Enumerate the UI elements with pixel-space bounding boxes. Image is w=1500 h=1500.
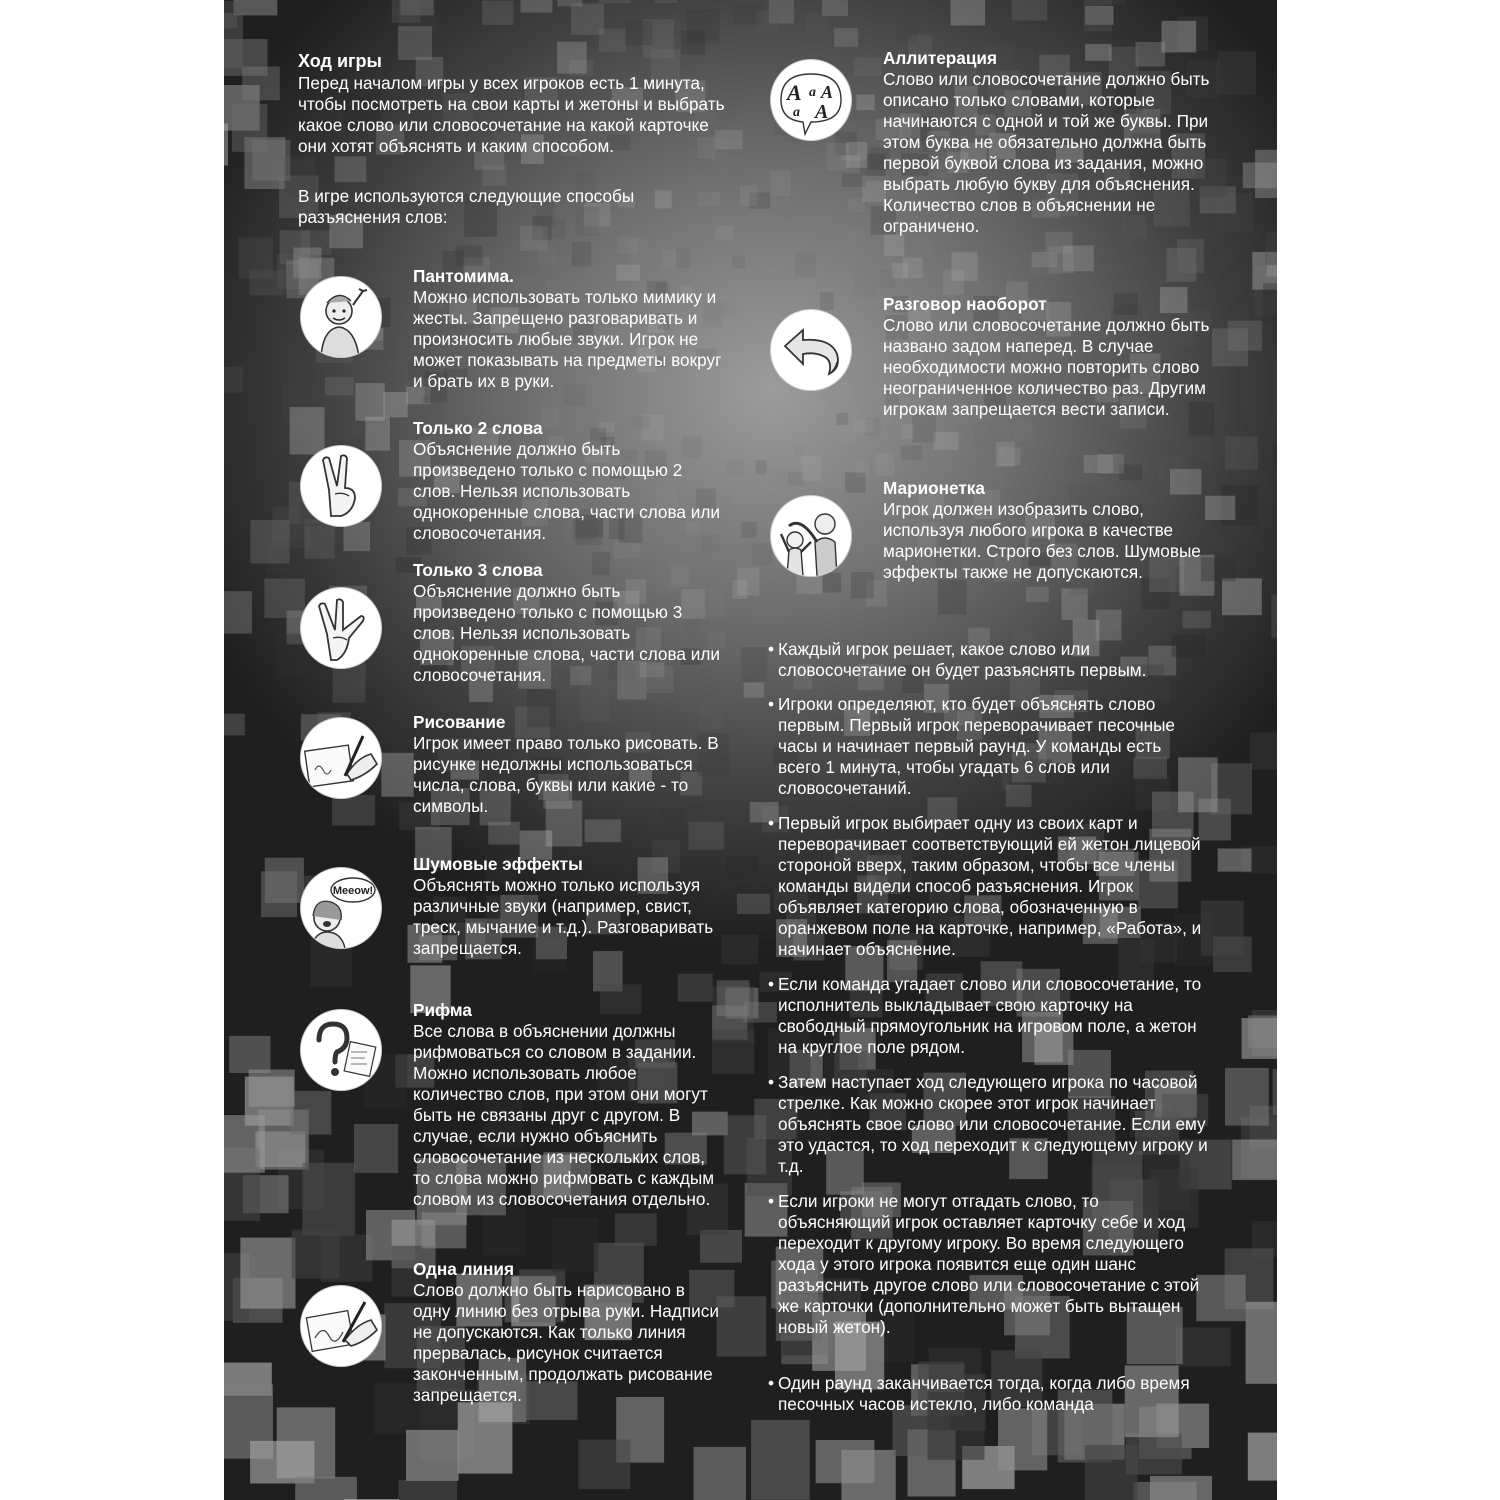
mosaic-tile: [756, 10, 779, 31]
method-text: Объяснение должно быть произведено только с помощью 2 слов. Нельзя использовать однокоренные слова, части слова или словосочетания.: [413, 439, 720, 543]
mosaic-tile: [376, 720, 409, 744]
method-title: Рифма: [413, 1000, 472, 1020]
mosaic-tile: [557, 42, 587, 74]
mosaic-tile: [681, 31, 705, 55]
mosaic-tile: [292, 1230, 340, 1279]
list-item: [768, 974, 1203, 1058]
mosaic-tile: [727, 856, 759, 880]
mosaic-tile: [1255, 150, 1277, 198]
mosaic-tile: [343, 522, 370, 551]
mosaic-tile: [482, 165, 506, 186]
list-item: [768, 694, 1208, 799]
mosaic-tile: [896, 16, 918, 42]
mosaic-tile: [1180, 434, 1211, 459]
letter: A: [821, 82, 834, 102]
method-rhyme: [413, 1000, 723, 1210]
mosaic-tile: [741, 647, 767, 681]
mosaic-tile: [335, 156, 367, 182]
mosaic-tile: [224, 714, 245, 736]
mosaic-tile: [721, 935, 758, 965]
mosaic-tile: [629, 237, 646, 261]
method-text: Игрок имеет право только рисовать. В рисунке недолжны использоваться числа, слова, буквы или какие - то символы.: [413, 733, 719, 816]
mosaic-tile: [854, 58, 882, 77]
mosaic-tile: [827, 143, 849, 171]
mosaic-tile: [494, 397, 512, 415]
mosaic-tile: [865, 418, 881, 436]
mosaic-tile: [847, 367, 858, 382]
mosaic-tile: [802, 456, 822, 481]
mosaic-tile: [1182, 611, 1211, 629]
mosaic-tile: [788, 472, 803, 486]
mosaic-tile: [1228, 321, 1262, 351]
mosaic-tile: [1218, 849, 1252, 872]
mosaic-tile: [733, 494, 745, 504]
mosaic-tile: [295, 1477, 357, 1500]
mosaic-tile: [381, 753, 413, 797]
mosaic-tile: [770, 170, 791, 196]
mosaic-tile: [224, 367, 243, 393]
mosaic-tile: [240, 1238, 295, 1309]
list-item: [768, 1191, 1208, 1338]
mosaic-tile: [1246, 1302, 1277, 1384]
mosaic-tile: [1248, 1015, 1277, 1047]
method-title: Аллитерация: [883, 48, 998, 68]
intro-paragraph: Перед началом игры у всех игроков есть 1 минута, чтобы посмотреть на свои карты и жетоны и выбрать какое слово или словосочетание на какой карточке они хотят объяснять и каким способом.: [298, 73, 725, 156]
mosaic-tile: [392, 0, 421, 23]
mosaic-tile: [1222, 578, 1262, 615]
mosaic-tile: [482, 1, 513, 26]
list-item-text: Если команда угадает слово или словосочетание, то исполнитель выкладывает свою карточку на свободный прямоугольник на игровом поле, а жетон на круглое поле рядом.: [778, 974, 1202, 1057]
mosaic-tile: [741, 522, 757, 538]
mosaic-tile: [325, 377, 354, 395]
mosaic-tile: [851, 572, 874, 598]
letter: A: [815, 101, 829, 123]
method-one-line: [413, 1259, 723, 1406]
method-title: Шумовые эффекты: [413, 854, 583, 874]
mosaic-tile: [615, 1213, 657, 1246]
mosaic-tile: [1150, 1476, 1212, 1500]
mosaic-tile: [1225, 1068, 1269, 1126]
mosaic-tile: [224, 1115, 265, 1173]
question-ear-icon: [301, 1010, 381, 1090]
method-title: Пантомима.: [413, 266, 514, 286]
method-title: Марионетка: [883, 478, 985, 498]
back-arrow-icon: [771, 310, 851, 390]
mosaic-tile: [458, 1402, 513, 1473]
bullet-mark: •: [768, 1072, 775, 1092]
mosaic-tile: [776, 220, 793, 232]
mosaic-tile: [722, 301, 736, 318]
mosaic-tile: [732, 256, 745, 269]
mosaic-tile: [844, 429, 864, 442]
list-item-text: Один раунд заканчивается тогда, когда либо время песочных часов истекло, либо команда: [778, 1373, 1190, 1414]
mosaic-tile: [847, 228, 866, 244]
mosaic-tile: [751, 1420, 810, 1500]
mosaic-tile: [1012, 0, 1047, 21]
mosaic-tile: [1014, 419, 1033, 440]
method-text: Слово должно быть нарисовано в одну линию без отрыва руки. Надписи не допускаются. Как только линия прервалась, рисунок считается законченным, продолжать рисование запрещается.: [413, 1280, 719, 1405]
method-text: Можно использовать только мимику и жесты. Запрещено разговаривать и произносить любые звуки. Игрок не может показывать на предметы вокруг и брать их в руки.: [413, 287, 722, 391]
mosaic-tile: [252, 140, 290, 181]
bullet-mark: •: [768, 1191, 775, 1211]
bullet-mark: •: [768, 1373, 775, 1393]
mosaic-tile: [521, 0, 553, 13]
method-alliteration: [883, 48, 1213, 237]
mosaic-tile: [752, 543, 772, 565]
mosaic-tile: [876, 453, 894, 476]
mosaic-tile: [795, 252, 816, 277]
letter: a: [809, 85, 816, 100]
mosaic-tile: [856, 461, 869, 477]
mosaic-tile: [1177, 239, 1204, 273]
bullet-mark: •: [768, 813, 775, 833]
list-item: [768, 1373, 1208, 1415]
mosaic-tile: [233, 0, 277, 15]
mosaic-tile: [730, 159, 749, 186]
list-item-text: Игроки определяют, кто будет объяснять слово первым. Первый игрок переворачивает песочные часы и начинает первый раунд. У команды есть всего 1 минута, чтобы угадать 6 слов или словосочетаний.: [778, 694, 1175, 798]
sound-bubble-text: Meeow!: [332, 885, 374, 897]
mosaic-tile: [770, 471, 791, 488]
method-pantomime: [413, 266, 723, 392]
mosaic-tile: [934, 432, 959, 450]
mosaic-tile: [1266, 232, 1277, 266]
mosaic-tile: [229, 1036, 270, 1073]
mosaic-tile: [938, 580, 967, 615]
method-reverse: [883, 294, 1213, 420]
mosaic-tile: [1273, 1069, 1277, 1115]
mosaic-tile: [884, 234, 905, 256]
mosaic-tile: [291, 411, 319, 433]
mosaic-tile: [846, 142, 867, 168]
mosaic-tile: [700, 1230, 742, 1263]
mosaic-tile: [1232, 1140, 1277, 1181]
mosaic-tile: [1274, 443, 1277, 465]
mosaic-tile: [1096, 610, 1122, 641]
mosaic-tile: [726, 460, 744, 476]
mosaic-tile: [1248, 1433, 1277, 1481]
mosaic-tile: [678, 974, 713, 1002]
mosaic-tile: [694, 1447, 746, 1500]
mosaic-tile: [1098, 454, 1124, 474]
mosaic-tile: [836, 413, 848, 425]
mosaic-tile: [951, 0, 986, 25]
mosaic-tile: [1263, 283, 1277, 322]
method-two-words: [413, 418, 723, 544]
letter: A: [787, 80, 802, 105]
mosaic-tile: [365, 417, 390, 451]
intro-methods-lead: В игре используются следующие способы разъяснения слов:: [298, 186, 635, 227]
mosaic-tile: [901, 446, 922, 461]
mosaic-tile: [740, 185, 757, 206]
bullet-mark: •: [768, 639, 775, 659]
mosaic-tile: [816, 1440, 875, 1483]
mosaic-tile: [744, 1002, 777, 1023]
mosaic-tile: [1217, 51, 1256, 95]
mosaic-tile: [614, 542, 640, 558]
list-item-text: Затем наступает ход следующего игрока по часовой стрелке. Как можно скорее этот игрок начинает объяснять свое слово или словосочетание. Если ему это удастся, то ход переходит к следующему игроку и т.д.: [778, 1072, 1208, 1176]
rules-page: [224, 0, 1277, 1500]
mosaic-tile: [901, 424, 914, 439]
mosaic-tile: [354, 1124, 398, 1173]
puppet-icon: [771, 496, 851, 576]
pen-line-icon: [301, 1286, 381, 1366]
letters-bubble-icon: [771, 60, 851, 140]
method-text: Все слова в объяснении должны рифмоваться со словом в задании. Можно использовать любое количество слов, при этом они могут быть не связаны друг с другом. В случае, если нужно объяснить словосочетание из нескольких слов, то слова можно рифмовать с каждым словом из словосочетания отдельно.: [413, 1021, 715, 1209]
list-item-text: Первый игрок выбирает одну из своих карт и переворачивает соответствующий ей жетон лицевой стороной вверх, таким образом, чтобы все члены команды видели способ разъяснения. Игрок объявляет категорию слова, обозначенную в оранжевом поле на карточке, например, «Работа», и начинает объяснение.: [778, 813, 1202, 959]
mosaic-tile: [572, 242, 592, 267]
mosaic-tile: [913, 239, 934, 254]
mosaic-tile: [399, 1480, 458, 1500]
mosaic-tile: [1225, 436, 1258, 469]
method-text: Слово или словосочетание должно быть названо задом наперед. В случае необходимости можно повторить слово неограниченное количество раз. Другим игрокам запрещается вести записи.: [883, 315, 1210, 419]
mosaic-tile: [1250, 733, 1277, 770]
mosaic-tile: [756, 460, 767, 474]
mosaic-tile: [625, 21, 653, 45]
list-item: [768, 639, 1218, 681]
mosaic-tile: [750, 802, 779, 822]
mosaic-tile: [599, 29, 626, 52]
mosaic-tile: [996, 442, 1015, 467]
mosaic-tile: [1126, 1433, 1182, 1474]
list-item-text: Если игроки не могут отгадать слово, то объясняющий игрок оставляет карточку себе и ход переходит к другому игроку. Во время следующего хода у этого игрока появится еще один шанс разъяснить другое слово или словосочетание с этой же карточки (дополнительно может быть вытащен новый жетон).: [778, 1191, 1200, 1337]
mosaic-tile: [578, 1440, 630, 1490]
mosaic-tile: [332, 795, 375, 825]
mosaic-tile: [1029, 250, 1059, 275]
mosaic-tile: [242, 67, 280, 101]
method-puppet: [883, 478, 1213, 583]
mosaic-tile: [249, 1070, 295, 1107]
mosaic-tile: [1271, 594, 1277, 637]
mosaic-tile: [224, 124, 228, 166]
three-fingers-icon: [301, 588, 381, 668]
mosaic-tile: [737, 894, 770, 914]
mosaic-tile: [250, 520, 289, 564]
mosaic-tile: [557, 0, 582, 6]
meow-girl-icon: [301, 868, 381, 948]
method-text: Объяснять можно только используя различные звуки (например, свист, треск, мычание и т.д.). Разговаривать запрещается.: [413, 875, 714, 958]
mosaic-tile: [224, 13, 243, 68]
pantomime-icon: [301, 277, 381, 357]
mosaic-tile: [820, 292, 834, 310]
mosaic-tile: [455, 246, 482, 266]
mosaic-tile: [585, 819, 621, 842]
mosaic-tile: [290, 1091, 331, 1135]
mosaic-tile: [264, 579, 305, 618]
mosaic-tile: [368, 340, 398, 359]
mosaic-tile: [302, 1163, 355, 1236]
mosaic-tile: [598, 0, 631, 3]
mosaic-tile: [952, 252, 978, 281]
bullet-mark: •: [768, 974, 775, 994]
mosaic-tile: [698, 192, 720, 206]
mosaic-tile: [537, 247, 555, 266]
mosaic-tile: [724, 1115, 766, 1174]
drawing-hand-icon: [301, 718, 381, 798]
method-text: Объяснение должно быть произведено только с помощью 3 слов. Нельзя использовать однокоренные слова, части слова или словосочетания.: [413, 581, 720, 685]
mosaic-tile: [1026, 587, 1049, 602]
mosaic-tile: [892, 263, 908, 278]
mosaic-tile: [488, 822, 520, 845]
mosaic-tile: [974, 422, 999, 448]
letter: a: [793, 105, 800, 120]
mosaic-tile: [807, 13, 829, 34]
mosaic-tile: [823, 573, 841, 593]
mosaic-tile: [716, 226, 734, 240]
list-item: [768, 1072, 1208, 1177]
mosaic-tile: [834, 28, 858, 47]
mosaic-tile: [689, 822, 724, 850]
method-title: Разговор наоборот: [883, 294, 1047, 314]
mosaic-tile: [1084, 0, 1112, 32]
section-title: Ход игры: [298, 51, 382, 71]
mosaic-tile: [998, 1408, 1047, 1470]
mosaic-tile: [406, 1430, 459, 1481]
mosaic-tile: [855, 267, 877, 298]
method-title: Только 2 слова: [413, 418, 543, 438]
mosaic-tile: [398, 26, 432, 60]
list-item: [768, 813, 1218, 960]
mosaic-tile: [744, 683, 764, 698]
method-sounds: [413, 854, 723, 959]
mosaic-tile: [355, 383, 385, 421]
method-title: Рисование: [413, 712, 506, 732]
method-drawing: [413, 712, 723, 817]
method-title: Только 3 слова: [413, 560, 543, 580]
mosaic-tile: [794, 446, 804, 456]
method-title: Одна линия: [413, 1259, 515, 1279]
method-text: Игрок должен изобразить слово, используя любого игрока в качестве марионетки. Строго без слов. Шумовые эффекты также не допускаются.: [883, 499, 1201, 582]
mosaic-tile: [224, 591, 252, 634]
mosaic-tile: [655, 0, 678, 3]
mosaic-tile: [261, 871, 297, 917]
bullet-mark: •: [768, 694, 775, 714]
list-item-text: Каждый игрок решает, какое слово или словосочетание он будет разъяснять первым.: [778, 639, 1147, 680]
mosaic-tile: [733, 580, 748, 599]
two-fingers-icon: [301, 446, 381, 526]
method-three-words: [413, 560, 723, 686]
mosaic-tile: [856, 94, 874, 110]
mosaic-tile: [384, 392, 408, 417]
method-text: Слово или словосочетание должно быть описано только словами, которые начинаются с одной и той же буквы. При этом буква не обязательно должна быть первой буквой слова из задания, можно выбрать любую букву для объяснения. Количество слов в объяснении не ограничено.: [883, 69, 1210, 236]
